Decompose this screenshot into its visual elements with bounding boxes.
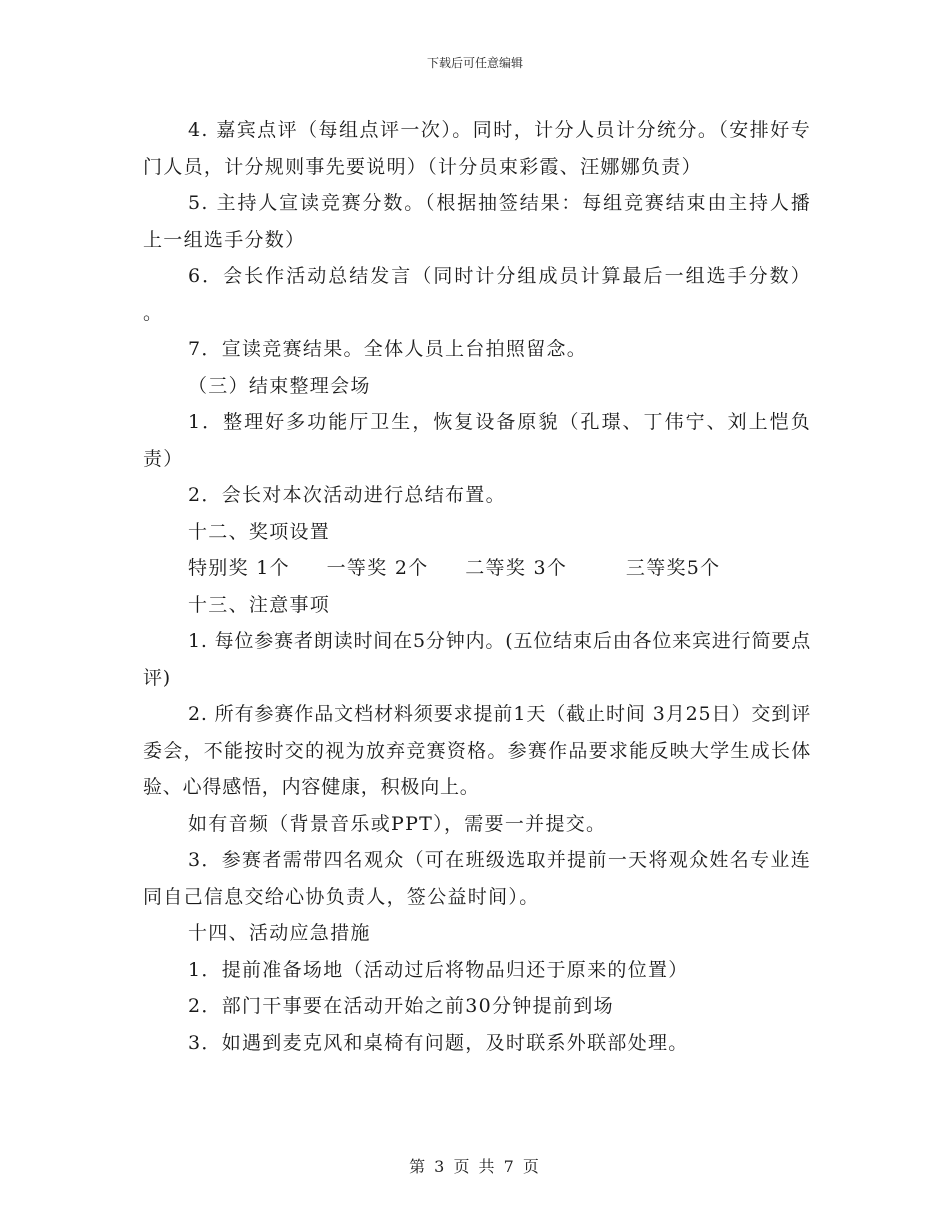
paragraph-staff-arrival: 2．部门干事要在活动开始之前30分钟提前到场 xyxy=(188,995,614,1017)
paragraph-equipment-issues: 3．如遇到麦克风和桌椅有问题，及时联系外联部处理。 xyxy=(188,1031,689,1054)
section-heading-cleanup: （三）结束整理会场 xyxy=(188,374,371,397)
document-body xyxy=(143,112,811,1061)
paragraph-summary-arrangement: 2．会长对本次活动进行总结布置。 xyxy=(188,484,506,506)
page-header: 下载后可任意编辑 xyxy=(426,56,523,70)
section-heading-awards: 十二、奖项设置 xyxy=(188,520,331,543)
paragraph-guest-review: 4. 嘉宾点评（每组点评一次）。同时，计分人员计分统分。（安排好专门人员，计分规则事先要说明）（计分员束彩霞、汪娜娜负责） xyxy=(143,119,811,178)
paragraph-prepare-venue: 1．提前准备场地（活动过后将物品归还于原来的位置） xyxy=(188,958,689,981)
awards-list: 特别奖 1个 一等奖 2个 二等奖 3个 三等奖5个 xyxy=(188,557,721,579)
section-heading-notes: 十三、注意事项 xyxy=(188,593,331,616)
paragraph-announce-scores: 5. 主持人宣读竞赛分数。（根据抽签结果：每组竞赛结束由主持人播上一组选手分数） xyxy=(143,192,811,251)
paragraph-reading-time: 1. 每位参赛者朗读时间在5分钟内。(五位结束后由各位来宾进行简要点评) xyxy=(143,630,811,689)
page-footer: 第 3 页 共 7 页 xyxy=(409,1157,541,1176)
paragraph-audience: 3．参赛者需带四名观众（可在班级选取并提前一天将观众姓名专业连同自己信息交给心协负责人，签公益时间）。 xyxy=(143,849,811,908)
paragraph-clean-hall: 1．整理好多功能厅卫生，恢复设备原貌（孔璟、丁伟宁、刘上恺负责） xyxy=(143,411,811,470)
section-heading-emergency: 十四、活动应急措施 xyxy=(188,922,371,944)
paragraph-president-summary: 6．会长作活动总结发言（同时计分组成员计算最后一组选手分数） 。 xyxy=(143,265,811,324)
paragraph-submission-deadline: 2. 所有参赛作品文档材料须要求提前1天（截止时间 3月25日）交到评委会，不能按时交的视为放弃竞赛资格。参赛作品要求能反映大学生成长体验、心得感悟，内容健康，积极向上。 xyxy=(143,703,811,798)
paragraph-announce-results: 7．宣读竞赛结果。全体人员上台拍照留念。 xyxy=(188,338,588,360)
paragraph-audio-submission: 如有音频（背景音乐或PPT），需要一并提交。 xyxy=(188,812,607,835)
